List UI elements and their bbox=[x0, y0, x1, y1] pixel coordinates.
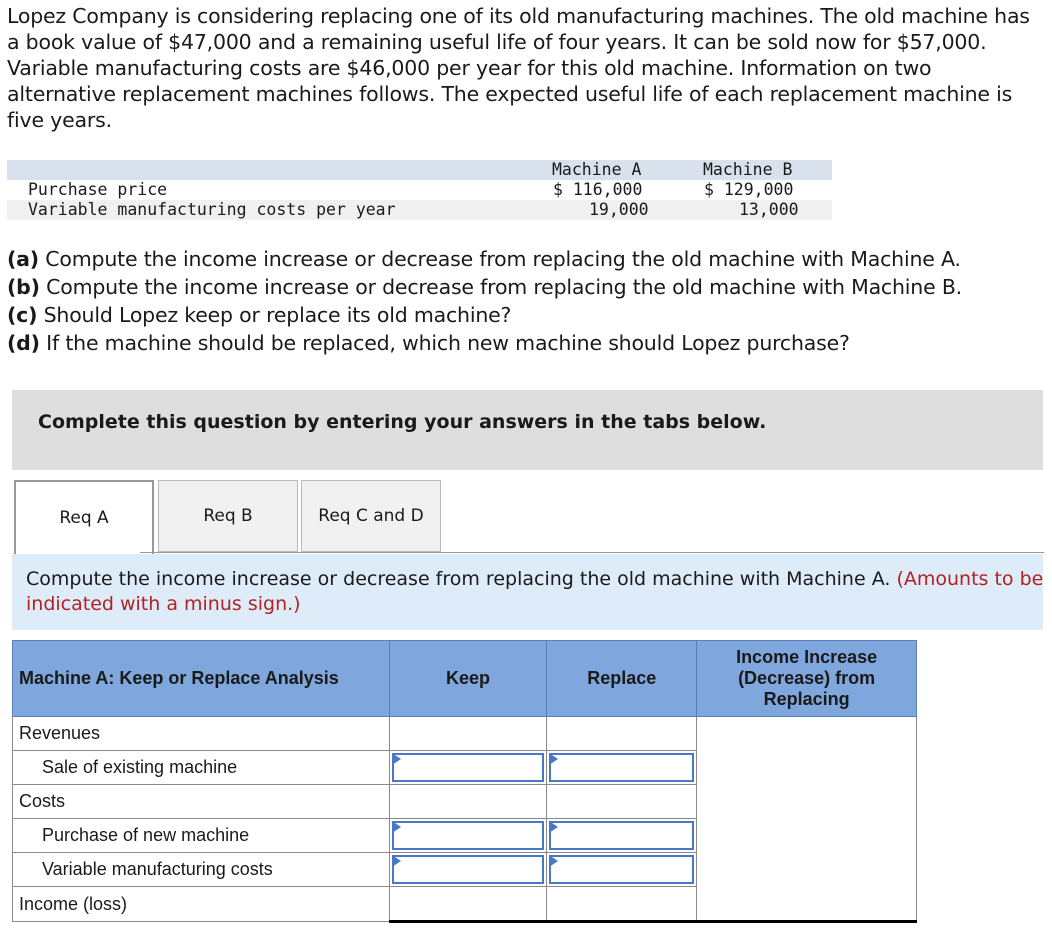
tab-req-a[interactable]: Req A bbox=[14, 480, 154, 554]
income-keep-cell bbox=[389, 887, 547, 922]
tab-divider bbox=[140, 552, 1044, 553]
row-label-sale-existing: Sale of existing machine bbox=[13, 751, 390, 785]
variable-costs-b: 13,000 bbox=[739, 200, 799, 219]
keep-replace-table bbox=[12, 640, 917, 923]
instructions-banner bbox=[12, 390, 1043, 470]
row-label-variable-costs: Variable manufacturing costs per year bbox=[28, 200, 396, 219]
purchase-price-a: $ 116,000 bbox=[553, 180, 643, 199]
purchase-new-replace-input[interactable] bbox=[547, 819, 697, 853]
variable-costs-a: 19,000 bbox=[589, 200, 649, 219]
sale-existing-replace-input[interactable] bbox=[547, 751, 697, 785]
row-label-costs: Costs bbox=[13, 785, 390, 819]
question-d: (d) If the machine should be replaced, which new machine should Lopez purchase? bbox=[7, 331, 850, 355]
instruction-text: Compute the income increase or decrease from replacing the old machine with Machine A. bbox=[26, 568, 891, 590]
income-replace-cell bbox=[547, 887, 697, 922]
sale-existing-keep-input[interactable] bbox=[389, 751, 547, 785]
machines-table bbox=[7, 160, 832, 220]
problem-intro: Lopez Company is considering replacing one of its old manufacturing machines. The old machine has a book value of $47,000 and a remaining useful life of four years. It can be sold now for $57,000. Variable manufacturing costs are $46,000 per year for this old machine. Information on two alternative replacement machines follows. The expected useful life of each replacement machine is five years. bbox=[7, 4, 1030, 132]
header-machine-b: Machine B bbox=[703, 160, 793, 179]
row-label-income-loss: Income (loss) bbox=[13, 887, 390, 922]
row-label-purchase-new: Purchase of new machine bbox=[13, 819, 390, 853]
variable-costs-replace-input[interactable] bbox=[547, 853, 697, 887]
table-header-row bbox=[13, 641, 917, 717]
question-list bbox=[7, 245, 1042, 357]
col-header-keep: Keep bbox=[389, 641, 547, 717]
question-c: (c) Should Lopez keep or replace its old machine? bbox=[7, 303, 512, 327]
row-label-variable-costs: Variable manufacturing costs bbox=[13, 853, 390, 887]
row-label-revenues: Revenues bbox=[13, 717, 390, 751]
col-header-income-diff: Income Increase (Decrease) from Replacing bbox=[697, 641, 917, 717]
tab-bar bbox=[14, 480, 1044, 554]
instruction-note: (Amounts to be indicated with a minus sign.) bbox=[26, 568, 1044, 615]
row-label-purchase-price: Purchase price bbox=[28, 180, 168, 199]
question-a: (a) Compute the income increase or decrease from replacing the old machine with Machine A. bbox=[7, 247, 961, 271]
purchase-new-keep-input[interactable] bbox=[389, 819, 547, 853]
variable-costs-keep-input[interactable] bbox=[389, 853, 547, 887]
purchase-price-b: $ 129,000 bbox=[704, 180, 794, 199]
question-b: (b) Compute the income increase or decrease from replacing the old machine with Machine B. bbox=[7, 275, 962, 299]
income-diff-column bbox=[697, 717, 917, 922]
banner-text: Complete this question by entering your answers in the tabs below. bbox=[38, 411, 767, 433]
col-header-analysis: Machine A: Keep or Replace Analysis bbox=[13, 641, 390, 717]
table-row bbox=[13, 717, 917, 751]
tab-req-b[interactable]: Req B bbox=[158, 480, 298, 552]
col-header-replace: Replace bbox=[547, 641, 697, 717]
requirement-instruction bbox=[12, 554, 1043, 630]
header-machine-a: Machine A bbox=[552, 160, 642, 179]
tab-req-c-and-d[interactable]: Req C and D bbox=[301, 480, 441, 552]
